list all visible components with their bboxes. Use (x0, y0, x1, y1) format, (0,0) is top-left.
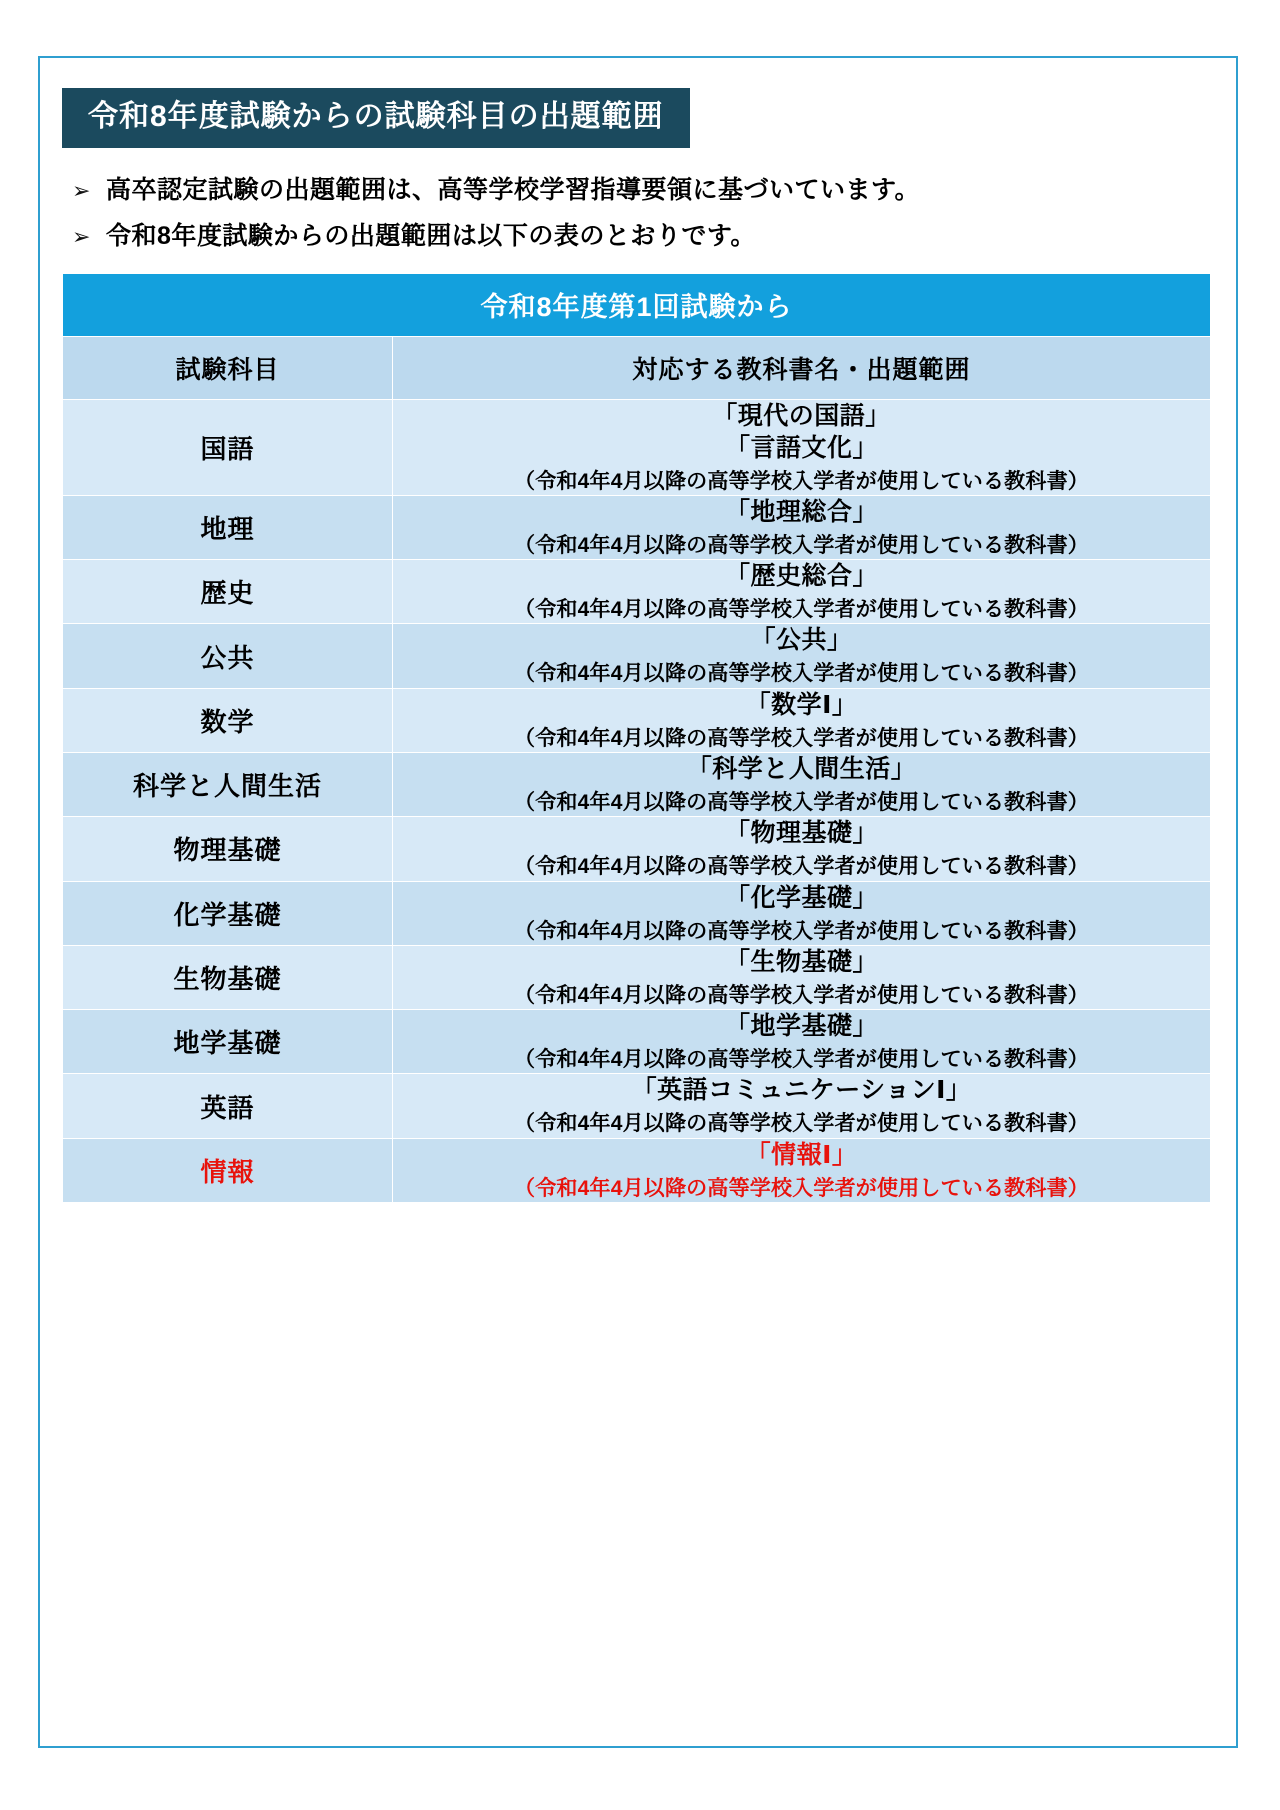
book-title: 「化学基礎」 (725, 883, 879, 912)
range-note: （令和4年4月以降の高等学校入学者が使用している教科書） (514, 983, 1089, 1007)
cell-range (393, 688, 1211, 752)
cell-subject: 物理基礎 (63, 817, 393, 881)
range-note: （令和4年4月以降の高等学校入学者が使用している教科書） (514, 1112, 1089, 1136)
book-title: 「物理基礎」 (725, 819, 879, 848)
bullet-list (72, 172, 1226, 255)
book-title: 「科学と人間生活」 (686, 754, 917, 783)
table-row (63, 817, 1211, 881)
bullet-text: 高卒認定試験の出題範囲は、高等学校学習指導要領に基づいています。 (106, 176, 921, 204)
cell-range (393, 399, 1211, 495)
cell-subject: 地理 (63, 495, 393, 559)
cell-range (393, 817, 1211, 881)
cell-range (393, 881, 1211, 945)
book-title: 「公共」 (750, 626, 853, 655)
range-note: （令和4年4月以降の高等学校入学者が使用している教科書） (514, 469, 1089, 493)
book-title: 「数学Ⅰ」 (745, 690, 858, 719)
cell-subject: 生物基礎 (63, 945, 393, 1009)
arrow-bullet-icon: ➢ (72, 178, 91, 203)
table-caption: 令和8年度第1回試験から (63, 273, 1211, 336)
cell-subject: 化学基礎 (63, 881, 393, 945)
table-header-row (63, 336, 1211, 399)
page-title: 令和8年度試験からの試験科目の出題範囲 (62, 88, 690, 148)
range-note: （令和4年4月以降の高等学校入学者が使用している教科書） (514, 726, 1089, 750)
list-item (72, 218, 1226, 254)
table-row (63, 881, 1211, 945)
column-header-range: 対応する教科書名・出題範囲 (393, 336, 1211, 399)
table-row (63, 945, 1211, 1009)
book-title: 「歴史総合」 (725, 562, 879, 591)
table-row (63, 624, 1211, 688)
bullet-text: 令和8年度試験からの出題範囲は以下の表のとおりです。 (106, 222, 756, 251)
book-title: 「英語コミュニケーションⅠ」 (631, 1076, 972, 1105)
table-row (63, 752, 1211, 816)
table-row (63, 1074, 1211, 1138)
column-header-subject: 試験科目 (63, 336, 393, 399)
cell-range (393, 560, 1211, 624)
book-title: 「生物基礎」 (725, 947, 879, 976)
cell-range (393, 1074, 1211, 1138)
exam-range-table (62, 273, 1211, 1204)
range-note: （令和4年4月以降の高等学校入学者が使用している教科書） (514, 855, 1089, 879)
cell-subject: 歴史 (63, 560, 393, 624)
page-content (44, 40, 1236, 1203)
cell-range (393, 1138, 1211, 1202)
cell-subject: 情報 (63, 1138, 393, 1202)
table-row (63, 1138, 1211, 1202)
range-note: （令和4年4月以降の高等学校入学者が使用している教科書） (514, 919, 1089, 943)
range-note: （令和4年4月以降の高等学校入学者が使用している教科書） (514, 533, 1089, 557)
cell-subject: 数学 (63, 688, 393, 752)
cell-subject: 地学基礎 (63, 1010, 393, 1074)
table-caption-row (63, 273, 1211, 336)
table-row (63, 1010, 1211, 1074)
list-item (72, 172, 1226, 208)
cell-range (393, 945, 1211, 1009)
range-note: （令和4年4月以降の高等学校入学者が使用している教科書） (514, 662, 1089, 686)
book-title: 「情報Ⅰ」 (745, 1140, 858, 1169)
table-row (63, 399, 1211, 495)
table-row (63, 495, 1211, 559)
range-note: （令和4年4月以降の高等学校入学者が使用している教科書） (514, 1048, 1089, 1072)
range-note: （令和4年4月以降の高等学校入学者が使用している教科書） (514, 1176, 1089, 1200)
cell-subject: 国語 (63, 399, 393, 495)
cell-subject: 科学と人間生活 (63, 752, 393, 816)
cell-range (393, 495, 1211, 559)
book-title: 「地理総合」 (725, 497, 879, 526)
cell-range (393, 624, 1211, 688)
cell-range (393, 752, 1211, 816)
cell-subject: 公共 (63, 624, 393, 688)
range-note: （令和4年4月以降の高等学校入学者が使用している教科書） (514, 790, 1089, 814)
range-note: （令和4年4月以降の高等学校入学者が使用している教科書） (514, 598, 1089, 622)
book-title: 「地学基礎」 (725, 1012, 879, 1041)
arrow-bullet-icon: ➢ (72, 224, 91, 250)
cell-subject: 英語 (63, 1074, 393, 1138)
book-title: 「言語文化」 (725, 433, 879, 462)
table-row (63, 560, 1211, 624)
book-title: 「現代の国語」 (712, 401, 891, 430)
table-row (63, 688, 1211, 752)
cell-range (393, 1010, 1211, 1074)
